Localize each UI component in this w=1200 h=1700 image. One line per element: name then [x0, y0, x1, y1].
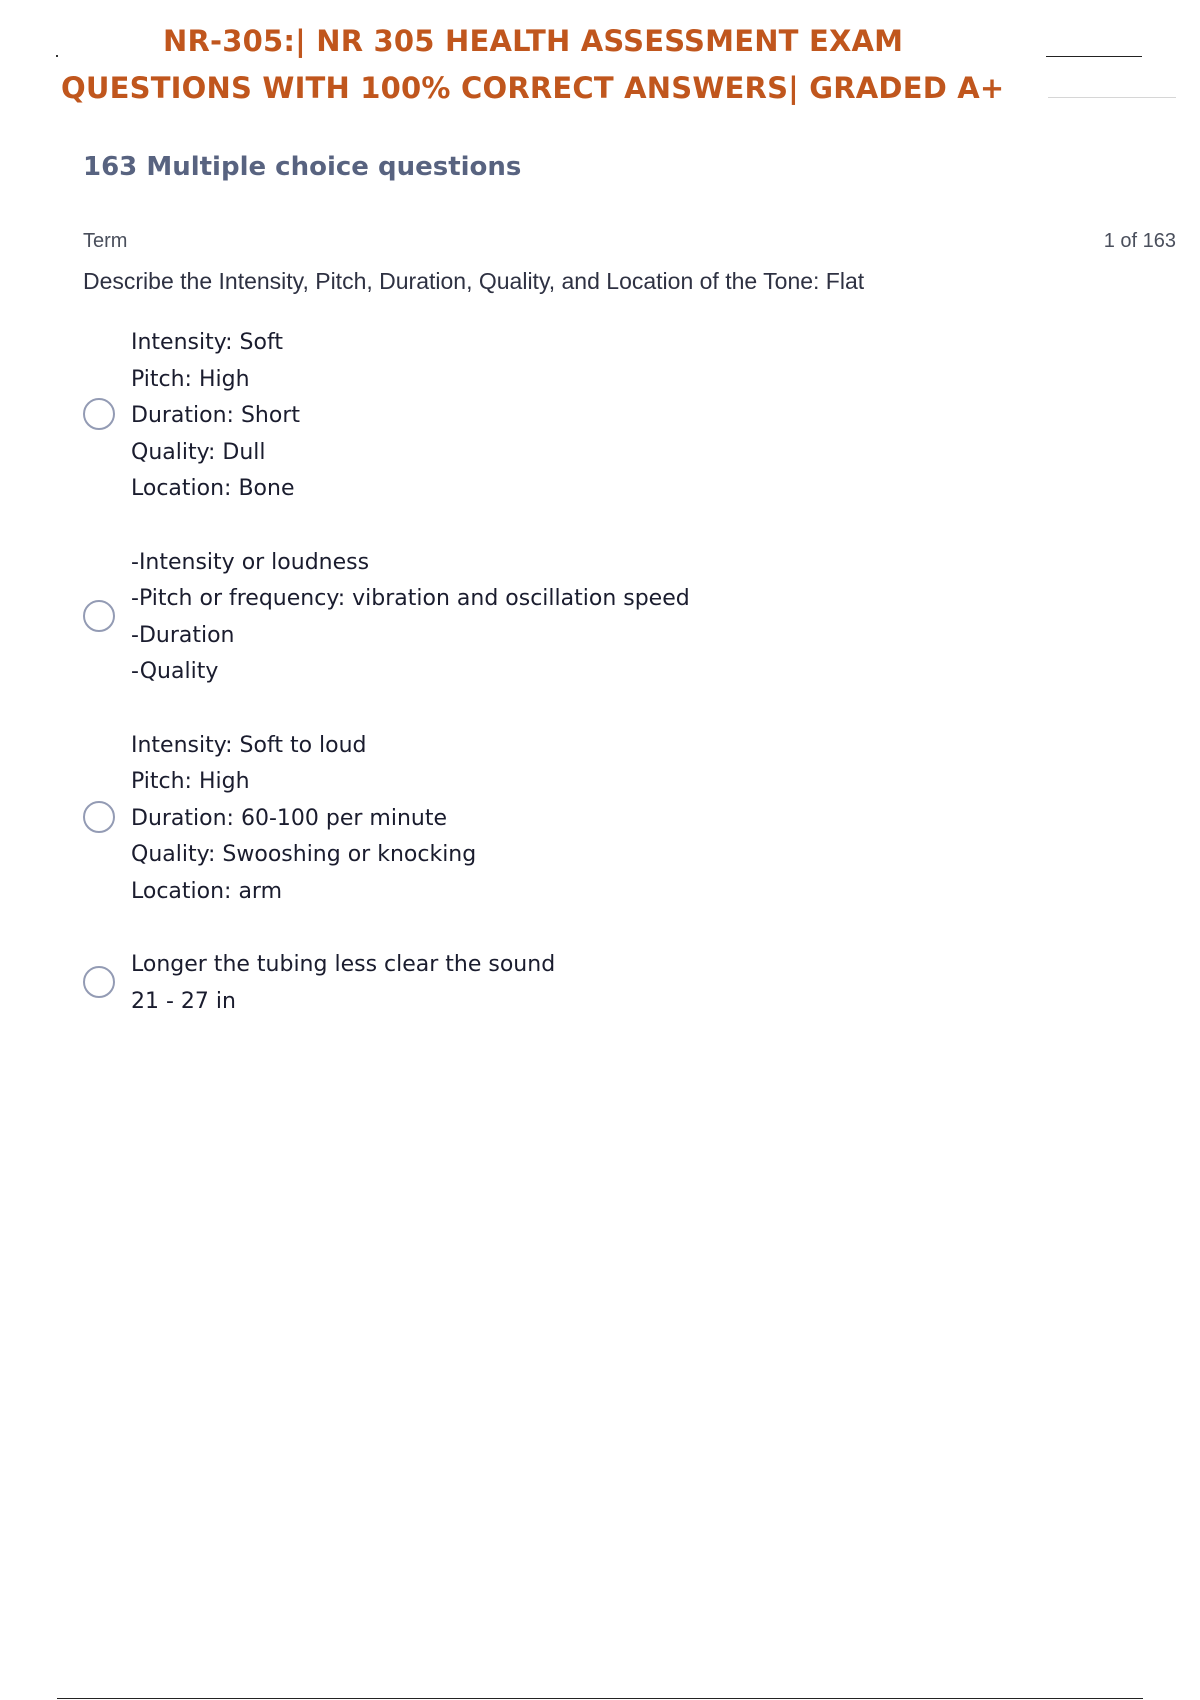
stray-dot [56, 55, 58, 57]
answer-line: Intensity: Soft to loud [131, 732, 367, 758]
answer-line: Location: arm [131, 878, 283, 904]
document-title-line-2: QUESTIONS WITH 100% CORRECT ANSWERS| GRADED A+ [61, 71, 1005, 105]
question-count-heading: 163 Multiple choice questions [83, 152, 522, 182]
answer-line: Pitch: High [131, 769, 250, 794]
answer-line: Duration: Short [131, 403, 300, 428]
header-rule-right [1046, 56, 1142, 57]
answer-option-2[interactable] [83, 545, 1083, 691]
term-label: Term [83, 230, 128, 252]
answer-line: 21 - 27 in [131, 988, 236, 1014]
answer-option-1[interactable] [83, 325, 1083, 508]
answer-line: Location: Bone [131, 476, 295, 501]
answer-option-3[interactable] [83, 728, 1083, 911]
question-counter: 1 of 163 [1103, 230, 1176, 252]
answer-line: -Quality [131, 659, 219, 684]
radio-button-icon[interactable] [83, 398, 115, 430]
answer-line: -Duration [131, 622, 235, 648]
answer-line: Longer the tubing less clear the sound [131, 952, 556, 977]
question-text: Describe the Intensity, Pitch, Duration, Quality, and Location of the Tone: Flat [83, 268, 865, 294]
answer-line: -Pitch or frequency: vibration and oscillation speed [131, 586, 690, 611]
answer-line: Quality: Swooshing or knocking [131, 842, 477, 867]
answer-line: Pitch: High [131, 366, 250, 392]
answer-options [83, 325, 1083, 1057]
answer-option-text [131, 728, 1083, 911]
answer-line: -Intensity or loudness [131, 549, 370, 575]
header-rule-faint [1048, 97, 1176, 98]
answer-option-4[interactable] [83, 947, 1083, 1020]
document-title-line-1: NR-305:| NR 305 HEALTH ASSESSMENT EXAM [163, 24, 904, 58]
answer-line: Quality: Dull [131, 439, 266, 465]
answer-line: Duration: 60-100 per minute [131, 805, 448, 831]
radio-button-icon[interactable] [83, 966, 115, 998]
answer-option-text [131, 325, 1083, 508]
footer-rule [57, 1698, 1143, 1699]
answer-option-text [131, 545, 1083, 691]
document-header [0, 0, 1200, 120]
radio-button-icon[interactable] [83, 600, 115, 632]
radio-button-icon[interactable] [83, 801, 115, 833]
answer-line: Intensity: Soft [131, 330, 283, 355]
answer-option-text [131, 947, 1083, 1020]
